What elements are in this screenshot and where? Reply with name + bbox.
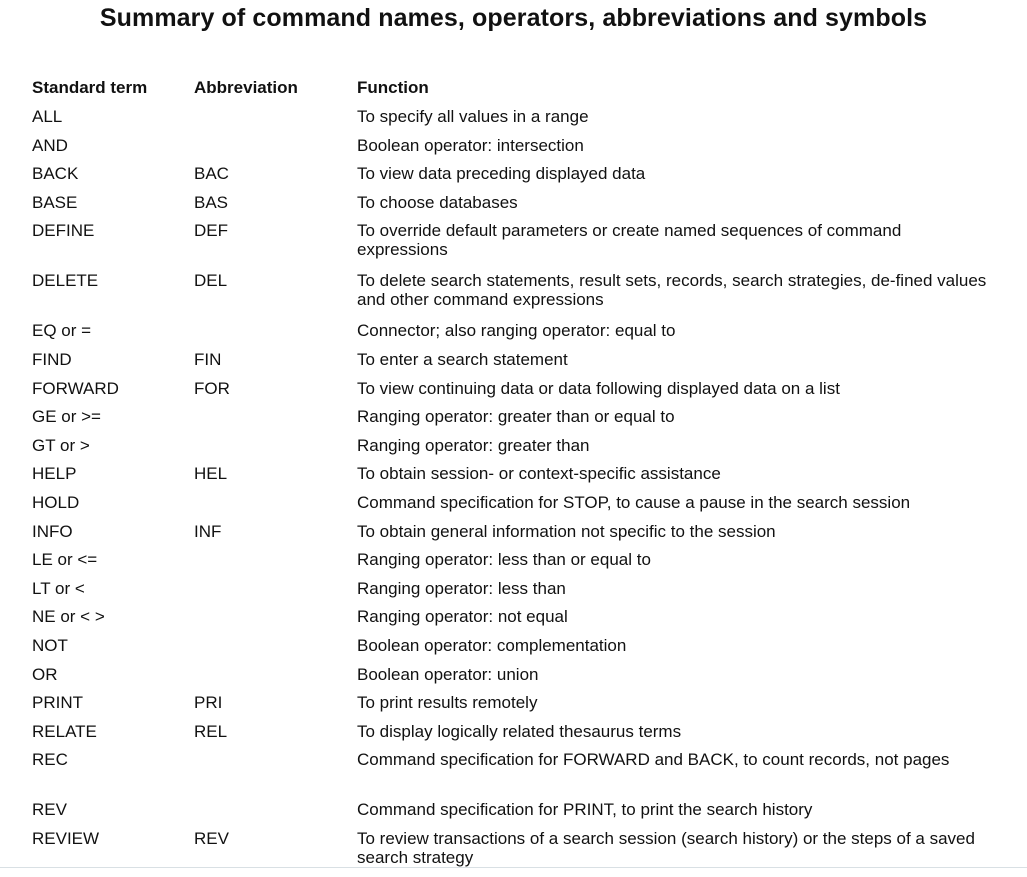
abbreviation: BAS: [194, 192, 229, 212]
standard-term: REV: [32, 800, 67, 820]
function: To review transactions of a search session (search history) or the steps of a saved search strategy: [357, 828, 975, 867]
standard-term: GE or >=: [32, 407, 101, 427]
table-row: [32, 405, 1002, 434]
function: To override default parameters or create named sequences of command expressions: [357, 221, 902, 260]
function: Boolean operator: intersection: [357, 135, 584, 155]
abbreviation: [194, 321, 357, 348]
abbreviation: DEF: [194, 221, 228, 241]
table-row: [32, 134, 1002, 163]
table-row: [32, 162, 1002, 191]
header-function: Function: [357, 78, 429, 97]
standard-term: REC: [32, 750, 68, 770]
function: Ranging operator: greater than: [357, 435, 590, 455]
abbreviation: FIN: [194, 349, 222, 369]
table-row: [32, 219, 1002, 269]
abbreviation: PRI: [194, 693, 223, 713]
abbreviation: [194, 579, 357, 606]
abbreviation: [194, 800, 357, 827]
function: Ranging operator: greater than or equal to: [357, 407, 675, 427]
standard-term: FORWARD: [32, 378, 119, 398]
function: To delete search statements, result sets, records, search strategies, de-fined values and other command expressions: [357, 271, 987, 310]
abbreviation: REV: [194, 828, 229, 848]
function: Boolean operator: union: [357, 664, 539, 684]
function: To specify all values in a range: [357, 107, 589, 126]
function: Command specification for STOP, to cause a pause in the search session: [357, 492, 911, 512]
table-row: [32, 462, 1002, 491]
abbreviation: [194, 493, 357, 520]
abbreviation: [194, 665, 357, 692]
table-row: [32, 827, 1002, 877]
abbreviation: [194, 607, 357, 634]
table-row: [32, 720, 1002, 749]
abbreviation: [194, 750, 357, 798]
abbreviation: HEL: [194, 464, 228, 484]
standard-term: GT or >: [32, 435, 90, 455]
abbreviation: INF: [194, 521, 222, 541]
table-row: [32, 748, 1002, 798]
table-row: [32, 377, 1002, 406]
standard-term: FIND: [32, 349, 72, 369]
function: Command specification for FORWARD and BACK, to count records, not pages: [357, 750, 950, 770]
abbreviation: [194, 550, 357, 577]
function: Boolean operator: complementation: [357, 635, 627, 655]
standard-term: INFO: [32, 521, 73, 541]
standard-term: REVIEW: [32, 828, 100, 848]
header-abbreviation: Abbreviation: [194, 78, 298, 97]
abbreviation: [194, 136, 357, 163]
standard-term: PRINT: [32, 693, 83, 713]
abbreviation: BAC: [194, 164, 229, 184]
table-row: [32, 319, 1002, 348]
table-row: [32, 577, 1002, 606]
header-standard-term: Standard term: [32, 78, 148, 97]
function: To display logically related thesaurus terms: [357, 721, 682, 741]
standard-term: HOLD: [32, 492, 80, 512]
standard-term: NE or < >: [32, 607, 105, 627]
function: To enter a search statement: [357, 349, 568, 369]
table-row: [32, 434, 1002, 463]
table-header-row: [32, 77, 1002, 105]
table-row: [32, 798, 1002, 827]
standard-term: RELATE: [32, 721, 97, 741]
standard-term: DELETE: [32, 271, 99, 291]
function: To print results remotely: [357, 693, 538, 713]
bottom-divider: [0, 867, 1027, 868]
abbreviation: DEL: [194, 271, 228, 291]
table-row: [32, 548, 1002, 577]
page-title: Summary of command names, operators, abbreviations and symbols: [99, 4, 928, 32]
standard-term: DEFINE: [32, 221, 95, 241]
standard-term: OR: [32, 664, 58, 684]
standard-term: LE or <=: [32, 550, 98, 570]
function: Ranging operator: not equal: [357, 607, 568, 627]
abbreviation: FOR: [194, 378, 230, 398]
table-row: [32, 269, 1002, 319]
function: Ranging operator: less than: [357, 578, 566, 598]
table-row: [32, 691, 1002, 720]
standard-term: EQ or =: [32, 321, 92, 341]
function: To choose databases: [357, 192, 518, 212]
function: Command specification for PRINT, to print the search history: [357, 800, 813, 820]
table-row: [32, 348, 1002, 377]
function: To view data preceding displayed data: [357, 164, 646, 184]
table-row: [32, 105, 1002, 134]
abbreviation: [194, 636, 357, 663]
function: To view continuing data or data following displayed data on a list: [357, 378, 840, 398]
standard-term: BACK: [32, 164, 79, 184]
abbreviation: REL: [194, 721, 228, 741]
function: To obtain general information not specific to the session: [357, 521, 776, 541]
command-summary-table: [32, 77, 1002, 877]
table-row: [32, 520, 1002, 549]
standard-term: NOT: [32, 635, 68, 655]
function: Ranging operator: less than or equal to: [357, 550, 651, 570]
abbreviation: [194, 436, 357, 463]
function: Connector; also ranging operator: equal to: [357, 321, 676, 341]
standard-term: LT or <: [32, 578, 85, 598]
standard-term: BASE: [32, 192, 78, 212]
function: To obtain session- or context-specific assistance: [357, 464, 721, 484]
abbreviation: [194, 407, 357, 434]
abbreviation: [194, 107, 357, 134]
table-row: [32, 634, 1002, 663]
table-row: [32, 491, 1002, 520]
table-row: [32, 191, 1002, 220]
standard-term: HELP: [32, 464, 77, 484]
table-row: [32, 663, 1002, 692]
table-row: [32, 605, 1002, 634]
standard-term: ALL: [32, 107, 63, 126]
standard-term: AND: [32, 135, 68, 155]
